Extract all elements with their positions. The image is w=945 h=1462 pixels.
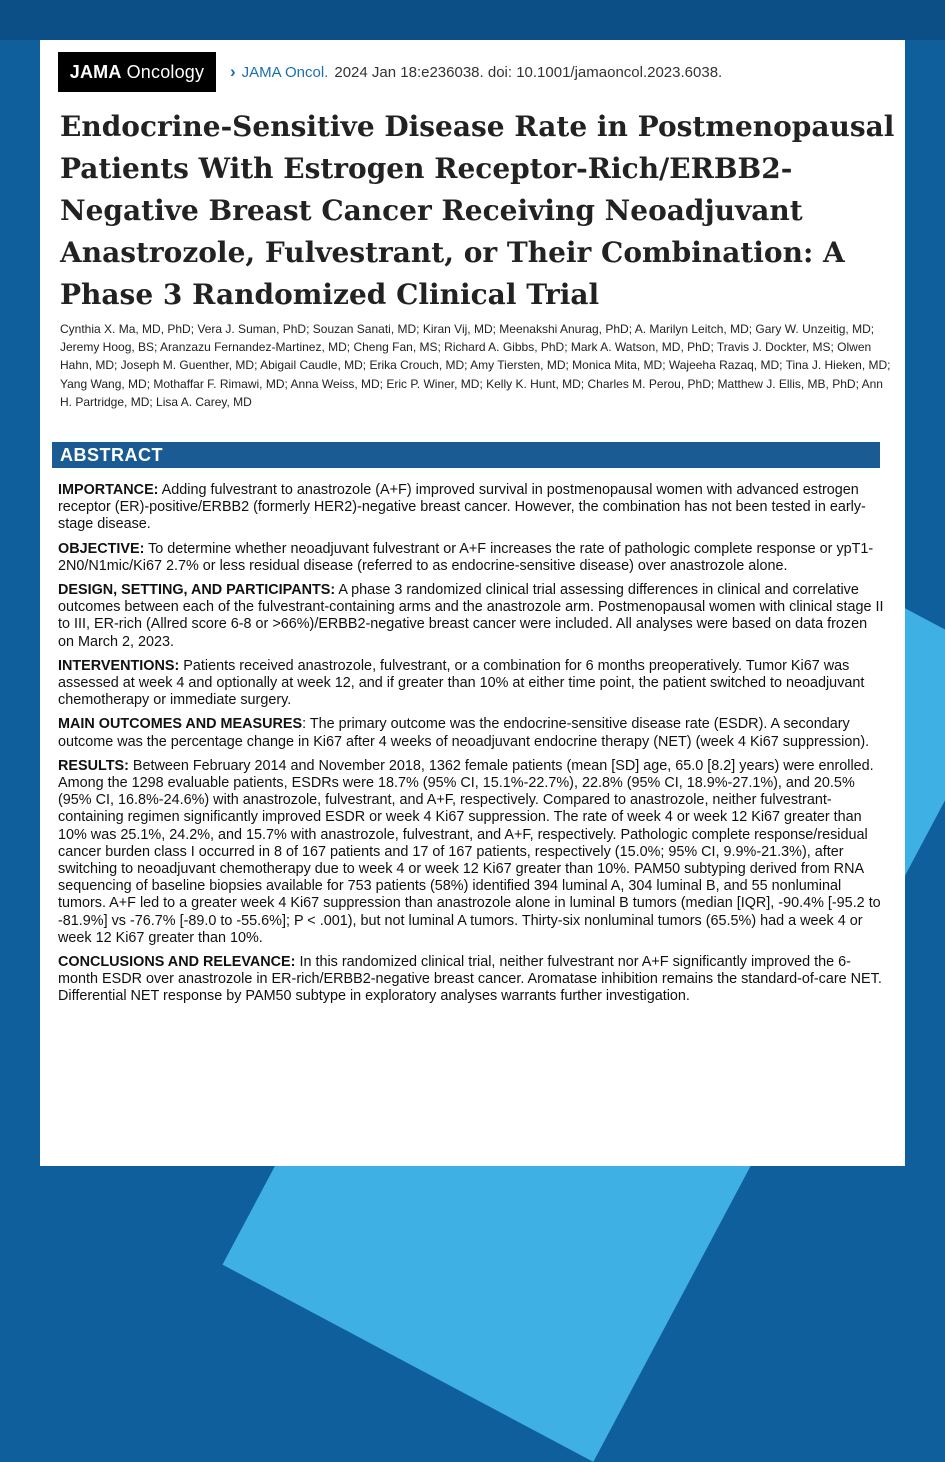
- citation-line: [58, 52, 722, 92]
- article-title: Endocrine-Sensitive Disease Rate in Postmenopausal Patients With Estrogen Receptor-Rich/ERBB2-Negative Breast Cancer Receiving Neoadjuvant Anastrozole, Fulvestrant, or Their Combination: A Phase 3 Randomized Clinical Trial: [60, 110, 895, 311]
- abstract-section-interventions: [58, 658, 886, 710]
- logo-bold-text: JAMA: [69, 61, 122, 82]
- section-heading: MAIN OUTCOMES AND MEASURES: [58, 716, 303, 733]
- section-heading: RESULTS:: [58, 757, 129, 774]
- chevron-right-icon: ›: [230, 62, 236, 81]
- abstract-section-outcomes: [58, 716, 886, 750]
- citation-text: 2024 Jan 18:e236038. doi: 10.1001/jamaoncol.2023.6038.: [334, 63, 723, 81]
- abstract-body: [58, 482, 886, 1013]
- abstract-section-results: [58, 758, 886, 947]
- abstract-heading: ABSTRACT: [52, 442, 880, 468]
- section-text: In this randomized clinical trial, neither fulvestrant nor A+F significantly improved the 6-month ESDR over anastrozole in ER-rich/ERBB2-negative breast cancer. Aromatase inhibition remains the standard-of-care NET. Differential NET response by PAM50 subtype in exploratory analyses warrants further investigation.: [58, 954, 882, 1005]
- section-text: Patients received anastrozole, fulvestrant, or a combination for 6 months preoperatively. Tumor Ki67 was assessed at week 4 and optionally at week 12, and if greater than 10% at either time point, the patient switched to neoadjuvant chemotherapy or immediate surgery.: [58, 657, 865, 709]
- journal-logo: [58, 52, 216, 92]
- article-card: [40, 40, 905, 1166]
- section-text: Adding fulvestrant to anastrozole (A+F) improved survival in postmenopausal women with advanced estrogen receptor (ER)-positive/ERBB2 (formerly HER2)-negative breast cancer. However, the combination has not been tested in early-stage disease.: [58, 482, 866, 533]
- citation: [230, 62, 722, 82]
- section-text: Between February 2014 and November 2018, 1362 female patients (mean [SD] age, 65.0 [8.2] years) were enrolled. Among the 1298 evaluable patients, ESDRs were 18.7% (95% CI, 15.1%-22.7%), 22.8% (95% CI, 18.9%-27.1%), and 20.5% (95% CI, 16.8%-24.6%) with anastrozole, fulvestrant, and A+F, respectively. Compared to anastrozole, neither fulvestrant-containing regimen significantly improved ESDR or week 4 Ki67 suppression. The rate of week 4 or week 12 Ki67 greater than 10% was 25.1%, 24.2%, and 15.7% with anastrozole, fulvestrant, and A+F, respectively. Pathologic complete response/residual cancer burden class I occurred in 8 of 167 patients and 17 of 167 patients, respectively (15.0%; 95% CI, 9.9%-21.3%), after switching to neoadjuvant chemotherapy due to week 4 or week 12 Ki67 greater than 10%. PAM50 subtyping derived from RNA sequencing of baseline biopsies available for 753 patients (58%) identified 394 luminal A, 304 luminal B, and 55 nonluminal tumors. A+F led to a greater week 4 Ki67 suppression than anastrozole alone in luminal B tumors (median [IQR], -90.4% [-95.2 to -81.9%] vs -76.7% [-89.0 to -55.6%]; P < .001), but not luminal A tumors. Thirty-six nonluminal tumors (65.5%) had a week 4 or week 12 Ki67 greater than 10%.: [58, 757, 881, 946]
- abstract-section-importance: [58, 482, 886, 534]
- abstract-section-objective: [58, 541, 886, 575]
- author-list: Cynthia X. Ma, MD, PhD; Vera J. Suman, PhD; Souzan Sanati, MD; Kiran Vij, MD; Meenakshi Anurag, PhD; A. Marilyn Leitch, MD; Gary W. Unzeitig, MD; Jeremy Hoog, BS; Aranzazu Fernandez-Martinez, MD; Cheng Fan, MS; Richard A. Gibbs, PhD; Mark A. Watson, MD, PhD; Travis J. Dockter, MS; Olwen Hahn, MD; Joseph M. Guenther, MD; Abigail Caudle, MD; Erika Crouch, MD; Amy Tiersten, MD; Monica Mita, MD; Wajeeha Razaq, MD; Tina J. Hieken, MD; Yang Wang, MD; Mothaffar F. Rimawi, MD; Anna Weiss, MD; Eric P. Winer, MD; Kelly K. Hunt, MD; Charles M. Perou, PhD; Matthew J. Ellis, MB, PhD; Ann H. Partridge, MD; Lisa A. Carey, MD: [60, 322, 891, 409]
- logo-rest-text: Oncology: [126, 61, 205, 82]
- abstract-section-conclusions: [58, 954, 886, 1006]
- background-top-band: [0, 0, 945, 40]
- section-heading: DESIGN, SETTING, AND PARTICIPANTS:: [58, 582, 336, 599]
- section-heading: CONCLUSIONS AND RELEVANCE:: [58, 954, 296, 971]
- section-text: : The primary outcome was the endocrine-sensitive disease rate (ESDR). A secondary outcome was the percentage change in Ki67 after 4 weeks of neoadjuvant endocrine therapy (NET) (week 4 Ki67 suppression).: [58, 716, 870, 750]
- section-heading: OBJECTIVE:: [58, 540, 145, 557]
- journal-link[interactable]: JAMA Oncol.: [241, 63, 329, 81]
- section-text: To determine whether neoadjuvant fulvestrant or A+F increases the rate of pathologic complete response or ypT1-2N0/N1mic/Ki67 2.7% or less residual disease (referred to as endocrine-sensitive disease) over anastrozole alone.: [58, 540, 874, 574]
- section-heading: INTERVENTIONS:: [58, 657, 180, 674]
- section-text: A phase 3 randomized clinical trial assessing differences in clinical and correlative outcomes between each of the fulvestrant-containing arms and the anastrozole arm. Postmenopausal women with clinical stage II to III, ER-rich (Allred score 6-8 or >66%)/ERBB2-negative breast cancer were included. All analyses were based on data frozen on March 2, 2023.: [58, 582, 884, 650]
- section-heading: IMPORTANCE:: [58, 482, 159, 498]
- abstract-section-design: [58, 582, 886, 651]
